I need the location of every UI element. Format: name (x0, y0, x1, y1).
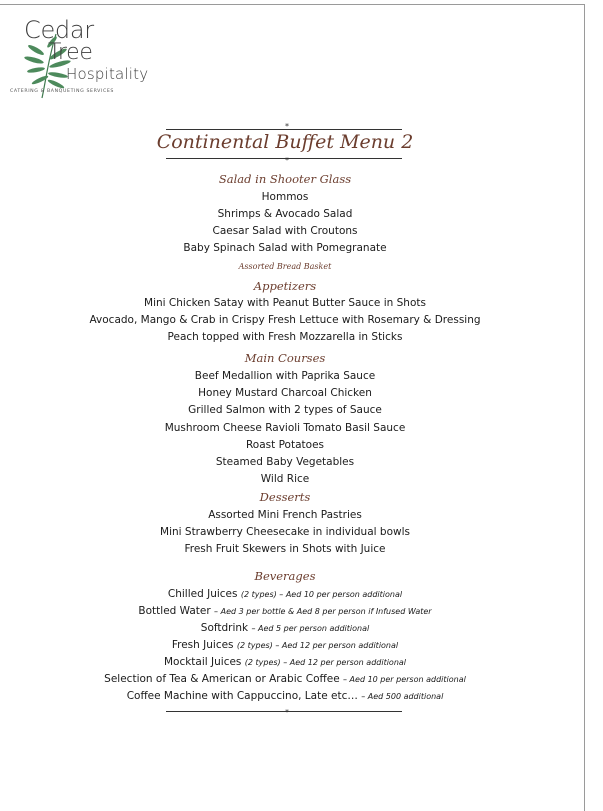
ornament-star: * (285, 156, 289, 165)
beverage-note: – Aed 500 additional (361, 692, 444, 701)
menu-item: Baby Spinach Salad with Pomegranate (183, 242, 387, 254)
beverage-note: (2 types) – Aed 10 per person additional (240, 590, 403, 599)
beverage-note: (2 types) – Aed 12 per person additional (244, 658, 407, 667)
beverage-item (0, 588, 570, 600)
page-title: Continental Buffet Menu 2 (156, 131, 414, 153)
beverage-name: Fresh Juices (171, 639, 237, 651)
ornament-star: * (285, 122, 289, 131)
section-heading-main-courses: Main Courses (244, 351, 326, 365)
menu-item: Mini Strawberry Cheesecake in individual bowls (160, 526, 410, 538)
beverage-name: Softdrink (200, 622, 252, 634)
menu-item: Avocado, Mango & Crab in Crispy Fresh Lettuce with Rosemary & Dressing (89, 314, 481, 326)
menu-item: Mini Chicken Satay with Peanut Butter Sauce in Shots (144, 297, 426, 309)
menu-item: Shrimps & Avocado Salad (217, 208, 353, 220)
beverage-note: (2 types) – Aed 12 per person additional (236, 641, 399, 650)
beverage-item (0, 656, 570, 668)
menu-item: Assorted Mini French Pastries (208, 509, 362, 521)
beverage-note: – Aed 3 per bottle & Aed 8 per person if Infused Water (214, 607, 432, 616)
menu-item: Honey Mustard Charcoal Chicken (198, 387, 372, 399)
menu-item: Wild Rice (260, 473, 310, 485)
page-border-right (584, 4, 585, 811)
menu-item: Caesar Salad with Croutons (212, 225, 358, 237)
menu-item: Roast Potatoes (245, 439, 324, 451)
beverage-note: – Aed 5 per person additional (251, 624, 370, 633)
section-heading-appetizers: Appetizers (253, 279, 317, 293)
menu-item: Beef Medallion with Paprika Sauce (194, 370, 376, 382)
logo-tagline: CATERING & BANQUETING SERVICES (10, 89, 114, 94)
beverage-item (0, 639, 570, 651)
beverage-name: Coffee Machine with Cappuccino, Late etc… (126, 690, 362, 702)
logo-text-cedar: Cedar (24, 16, 94, 44)
beverage-name: Selection of Tea & American or Arabic Coffee (104, 673, 344, 685)
logo-text-tree: Tree (48, 40, 93, 65)
menu-item: Grilled Salmon with 2 types of Sauce (188, 404, 382, 416)
beverage-item (0, 605, 570, 617)
beverage-note: – Aed 10 per person additional (343, 675, 466, 684)
bread-basket-note: Assorted Bread Basket (238, 262, 332, 271)
menu-item: Peach topped with Fresh Mozzarella in Sticks (167, 331, 403, 343)
beverage-name: Mocktail Juices (163, 656, 245, 668)
beverage-item (0, 690, 570, 702)
beverage-name: Bottled Water (138, 605, 215, 617)
menu-item: Hommos (261, 191, 309, 203)
beverage-item (0, 622, 570, 634)
beverage-name: Chilled Juices (167, 588, 241, 600)
logo-text-hospitality: Hospitality (66, 65, 149, 83)
ornament-star: * (285, 708, 289, 717)
menu-item: Fresh Fruit Skewers in Shots with Juice (184, 543, 386, 555)
beverage-item (0, 673, 570, 685)
menu-item: Steamed Baby Vegetables (215, 456, 355, 468)
section-heading-salad: Salad in Shooter Glass (218, 172, 352, 186)
section-heading-desserts: Desserts (259, 490, 311, 504)
menu-item: Mushroom Cheese Ravioli Tomato Basil Sauce (164, 422, 406, 434)
page-border-top (0, 4, 584, 5)
section-heading-beverages: Beverages (254, 569, 316, 583)
